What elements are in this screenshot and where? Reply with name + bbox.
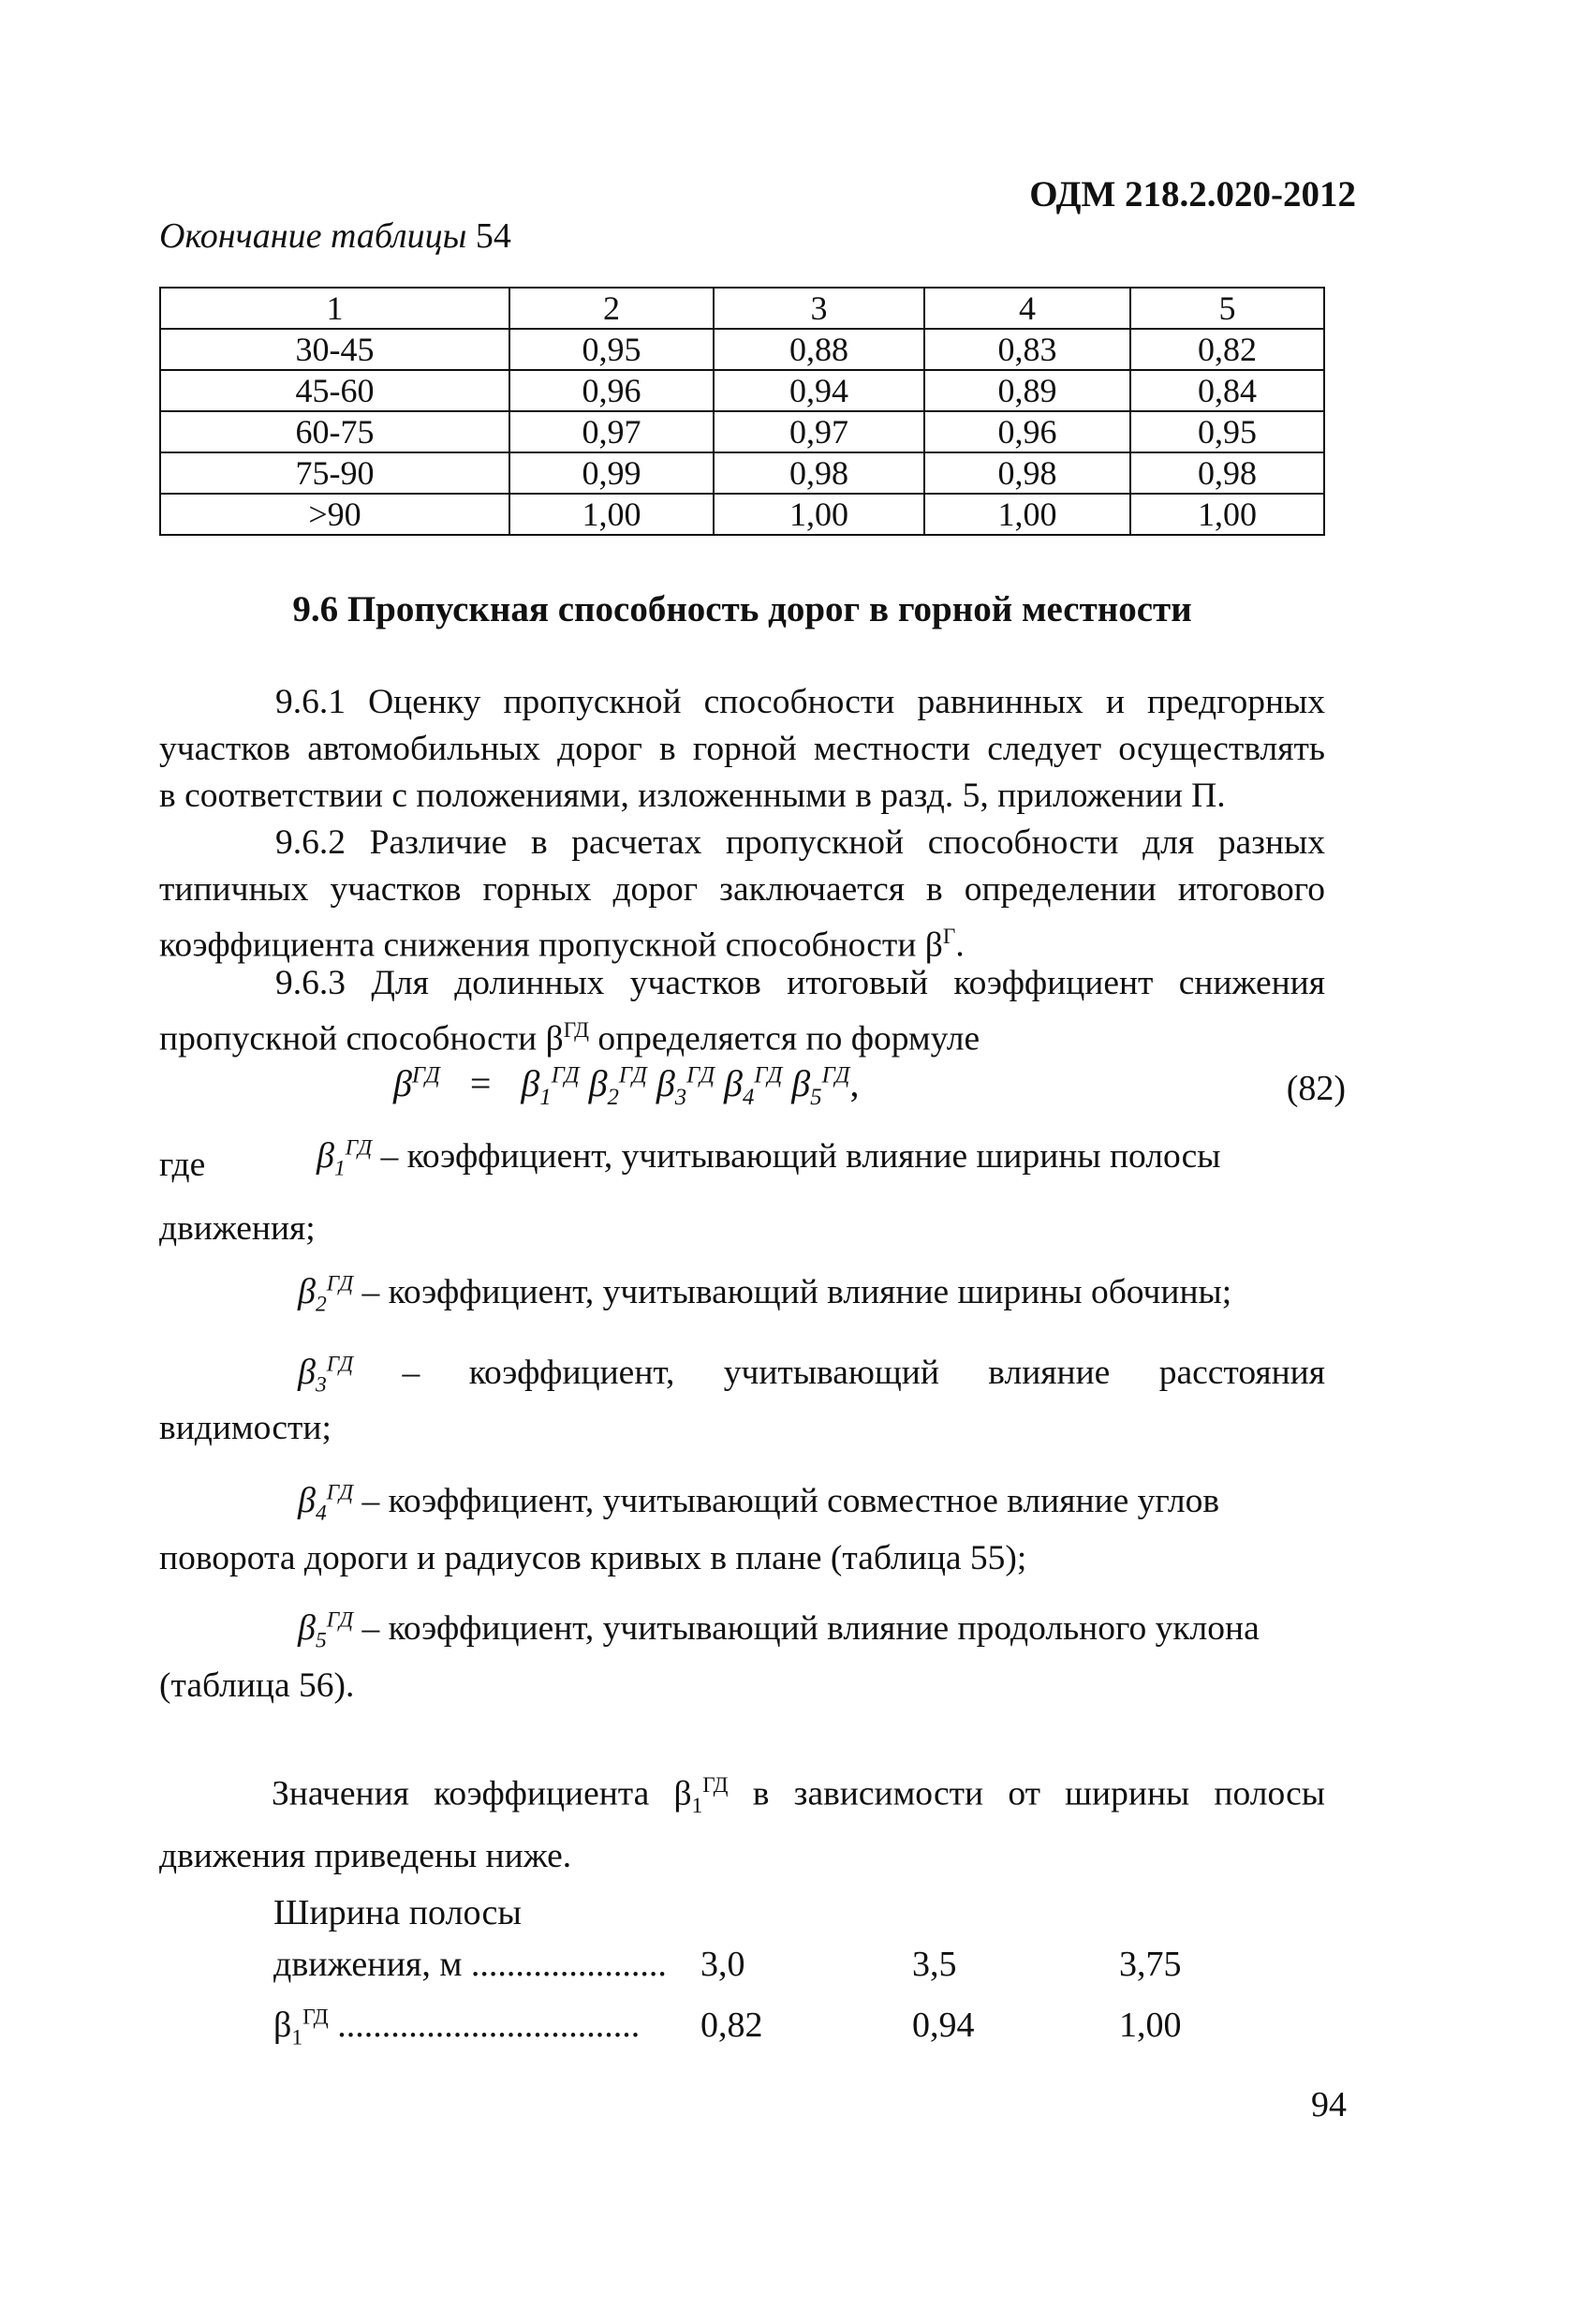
formula-factor-3: $\beta_3^{ГД}$: [656, 1062, 715, 1110]
table-row: [160, 494, 1324, 535]
paragraph-line: в соответствии с положениями, изложенными в разд. 5, приложении П.: [159, 777, 1226, 815]
paragraph-line: коэффициента снижения пропускной способности $\beta^Г$.: [159, 925, 965, 965]
definition-beta-2: $\beta_2^{ГД}$ – коэффициент, учитывающий влияние ширины обочины;: [298, 1271, 1232, 1317]
table-cell: 1,00: [509, 494, 714, 535]
section-heading: 9.6 Пропускная способность дорог в горной местности: [292, 589, 1192, 629]
paragraph-9-6-1: [159, 679, 1325, 820]
table-row: [160, 329, 1324, 370]
formula-factor-5: $\beta_5^{ГД}$: [791, 1062, 850, 1110]
paragraph-line: типичных участков горных дорог заключается в определении итогового: [159, 870, 1325, 909]
values-intro-line1: Значения коэффициента $\beta_1^{ГД}$ в зависимости от ширины полосы: [272, 1773, 1325, 1818]
definition-beta-4-cont: поворота дороги и радиусов кривых в плане (таблица 55);: [159, 1539, 1027, 1577]
table-cell: 30-45: [160, 329, 509, 370]
table-cell: 0,88: [714, 329, 924, 370]
lane-width-value: 3,75: [1119, 1945, 1182, 1984]
lane-width-value: 3,5: [912, 1945, 957, 1984]
table-cell: 0,94: [714, 370, 924, 411]
table-cell: 1: [160, 288, 509, 329]
beta1-value: 1,00: [1119, 2006, 1182, 2045]
table-cell: 0,98: [924, 452, 1130, 494]
table-row: [160, 411, 1324, 452]
paragraph-9-6-2: [159, 820, 1325, 970]
paragraph-line: 9.6.1 Оценку пропускной способности равнинных и предгорных: [275, 683, 1325, 721]
definition-beta-5: $\beta_5^{ГД}$ – коэффициент, учитывающий влияние продольного уклона: [298, 1607, 1260, 1653]
table-cell: 0,97: [509, 411, 714, 452]
table-cell: 0,97: [714, 411, 924, 452]
table-caption-label: Окончание таблицы: [159, 216, 467, 256]
paragraph-line: пропускной способности $\beta^{ГД}$ определяется по формуле: [159, 1018, 980, 1058]
table-cell: 5: [1130, 288, 1324, 329]
formula-factor-2: $\beta_2^{ГД}$: [588, 1062, 647, 1110]
table-header-row: [160, 288, 1324, 329]
table-cell: 0,98: [714, 452, 924, 494]
table-cell: 75-90: [160, 452, 509, 494]
paragraph-line: участков автомобильных дорог в горной местности следует осуществлять: [159, 730, 1325, 768]
definition-beta-3-cont: видимости;: [159, 1409, 332, 1447]
table-row: [160, 452, 1324, 494]
table-cell: 0,99: [509, 452, 714, 494]
document-code: ОДМ 218.2.020-2012: [1029, 174, 1356, 215]
page-number: 94: [1311, 2085, 1347, 2124]
table-cell: 60-75: [160, 411, 509, 452]
table-cell: 2: [509, 288, 714, 329]
table-caption-number: 54: [475, 216, 511, 256]
definition-beta-1-cont: движения;: [159, 1209, 316, 1248]
definition-beta-3: $\beta_3^{ГД}$ – коэффициент, учитывающий влияние расстояния: [298, 1352, 1325, 1398]
table-cell: >90: [160, 494, 509, 535]
beta1-label: $\beta_1^{ГД}$ ..................................: [273, 2005, 641, 2050]
table-cell: 0,83: [924, 329, 1130, 370]
coefficient-table: [159, 287, 1325, 536]
table-cell: 0,95: [509, 329, 714, 370]
table-cell: 3: [714, 288, 924, 329]
paragraph-line: 9.6.2 Различие в расчетах пропускной способности для разных: [275, 823, 1325, 862]
table-row: [160, 370, 1324, 411]
table-cell: 1,00: [714, 494, 924, 535]
table-cell: 0,89: [924, 370, 1130, 411]
formula-number: (82): [1286, 1069, 1346, 1108]
lane-width-label: Ширина полосы: [273, 1893, 522, 1932]
paragraph-9-6-3: [159, 960, 1325, 1063]
paragraph-line: 9.6.3 Для долинных участков итоговый коэффициент снижения: [275, 964, 1325, 1002]
table-cell: 0,82: [1130, 329, 1324, 370]
table-cell: 0,98: [1130, 452, 1324, 494]
beta1-value: 0,94: [912, 2006, 975, 2045]
table-cell: 1,00: [924, 494, 1130, 535]
table-cell: 0,95: [1130, 411, 1324, 452]
table-cell: 45-60: [160, 370, 509, 411]
beta1-value: 0,82: [700, 2006, 763, 2045]
definition-beta-5-cont: (таблица 56).: [159, 1666, 355, 1705]
definition-beta-4: $\beta_4^{ГД}$ – коэффициент, учитывающий совместное влияние углов: [298, 1480, 1220, 1526]
table-caption: [159, 215, 511, 257]
table-cell: 1,00: [1130, 494, 1324, 535]
table-cell: 0,96: [924, 411, 1130, 452]
formula-factor-4: $\beta_4^{ГД}$: [724, 1062, 783, 1110]
formula-82: $\beta^{ГД} = \beta_1^{ГД}$ $\beta_2^{ГД}$ $\beta_3^{ГД}$ $\beta_4^{ГД}$ $\beta_5^{ГД}$,: [393, 1062, 860, 1110]
table-cell: 0,84: [1130, 370, 1324, 411]
where-label: где: [159, 1146, 206, 1184]
definition-beta-1: $\beta_1^{ГД}$ – коэффициент, учитывающий влияние ширины полосы: [317, 1135, 1221, 1181]
values-intro-line2: движения приведены ниже.: [159, 1837, 572, 1875]
table-cell: 4: [924, 288, 1130, 329]
lane-width-label-cont: движения, м ......................: [273, 1945, 667, 1984]
table-cell: 0,96: [509, 370, 714, 411]
lane-width-value: 3,0: [700, 1945, 745, 1984]
formula-factor-1: $\beta_1^{ГД}$: [521, 1062, 580, 1110]
